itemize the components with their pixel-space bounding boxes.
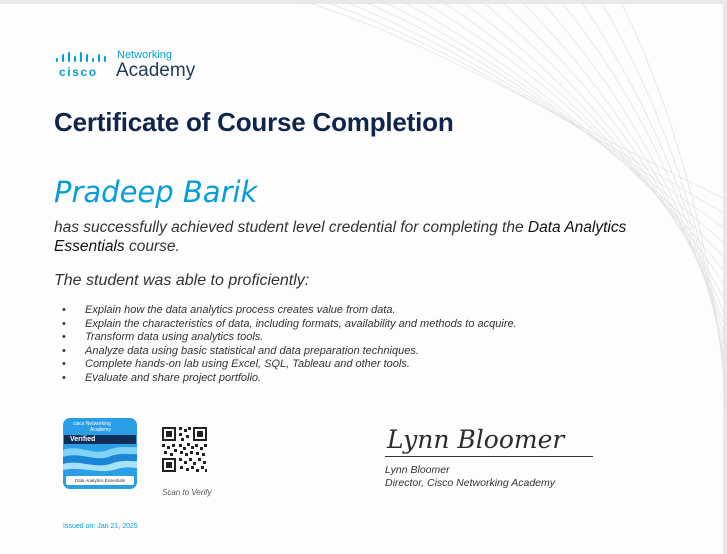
signature xyxy=(385,418,585,458)
skills-list xyxy=(60,304,517,385)
badge-academy: Academy xyxy=(90,427,111,433)
certificate-title: Certificate of Course Completion xyxy=(54,107,454,137)
skill-item: • Evaluate and share project portfolio. xyxy=(60,372,517,386)
badge-logo xyxy=(73,421,111,433)
badge-brand: cisco xyxy=(73,421,85,427)
skill-item: • Explain the characteristics of data, including formats, availability and methods to acquire. xyxy=(60,318,517,332)
badge-verified-text: Verified xyxy=(70,436,96,443)
skill-item: • Explain how the data analytics process creates value from data. xyxy=(60,304,517,318)
student-name: Pradeep Barik xyxy=(54,175,258,209)
skill-item: • Analyze data using basic statistical and data preparation techniques. xyxy=(60,345,517,359)
proficiency-heading: The student was able to proficiently: xyxy=(54,272,310,289)
issued-date xyxy=(63,523,138,530)
signatory-title: Director, Cisco Networking Academy xyxy=(385,477,555,489)
achievement-prefix: has successfully achieved student level credential for completing the xyxy=(54,219,528,236)
skill-item: • Complete hands-on lab using Excel, SQL, Tableau and other tools. xyxy=(60,358,517,372)
issued-value: Jan 21, 2025 xyxy=(97,523,138,530)
logo-academy: Academy xyxy=(116,60,196,81)
qr-code-icon[interactable] xyxy=(160,425,209,474)
cisco-networking-academy-logo xyxy=(56,48,216,88)
course-name: Data Analytics Essentials xyxy=(54,219,627,255)
achievement-suffix: course. xyxy=(124,238,180,255)
badge-course-label xyxy=(66,476,134,485)
achievement-statement xyxy=(54,218,654,256)
badge-waves-icon xyxy=(63,444,137,478)
scan-to-verify-label: Scan to Verify xyxy=(162,488,212,497)
badge-verified-banner xyxy=(64,435,136,444)
signature-line xyxy=(385,456,593,457)
issued-label: Issued on: xyxy=(63,523,96,530)
badge-course-text: Data Analytics Essentials xyxy=(74,478,126,483)
badge-networking: Networking xyxy=(85,421,111,427)
verified-badge[interactable] xyxy=(63,418,137,489)
signatory-name: Lynn Bloomer xyxy=(385,464,450,476)
logo-networking: Networking xyxy=(117,49,173,61)
skill-item: • Transform data using analytics tools. xyxy=(60,331,517,345)
cisco-bars-icon xyxy=(56,52,108,64)
signature-text: Lynn Bloomer xyxy=(387,425,565,454)
logo-brand: cisco xyxy=(59,65,98,79)
